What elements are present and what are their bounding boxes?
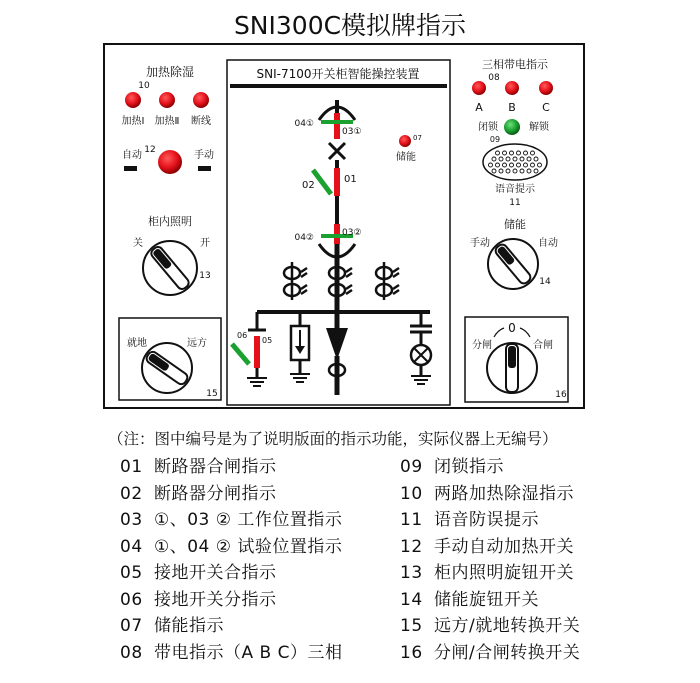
legend-item: [120, 558, 277, 583]
legend-item: [120, 505, 342, 530]
legend-text: ①、03 ② 工作位置指示: [154, 510, 343, 530]
open-label: 分闸: [472, 340, 492, 351]
device-title: SNI-7100开关柜智能操控装置: [256, 67, 420, 81]
legend-num: 02: [120, 483, 143, 504]
close-label: 合闸: [533, 340, 553, 351]
legend-num: 12: [400, 536, 423, 557]
legend-num: 10: [400, 483, 423, 504]
page-title: SNI300C模拟牌指示: [233, 11, 467, 40]
legend-item: [400, 558, 574, 583]
label-04-1: 04①: [294, 119, 314, 129]
zero-label: 0: [508, 321, 516, 335]
legend-num: 05: [120, 563, 143, 583]
legend-num: 08: [120, 642, 143, 663]
legend-num: 04: [120, 536, 143, 557]
legend-item: [400, 611, 580, 636]
legend-num: 01: [120, 457, 143, 477]
legend-text: 两路加热除湿指示: [434, 483, 574, 504]
voice-label: 语音提示: [495, 184, 535, 195]
local-num: 15: [206, 389, 218, 399]
storage-label: 储能: [396, 152, 416, 163]
footnote: （注：图中编号是为了说明版面的指示功能，实际仪器上无编号）: [108, 430, 558, 448]
legend-num: 16: [400, 642, 423, 663]
phase-c-label: C: [542, 101, 550, 114]
legend-item: [120, 479, 277, 504]
open-close-num: 16: [555, 390, 567, 400]
legend-text: 接地开关分指示: [154, 589, 277, 610]
legend-text: ①、04 ② 试验位置指示: [154, 536, 343, 557]
voice-num: 11: [509, 198, 521, 208]
phase-title: 三相带电指示: [482, 58, 548, 71]
legend-item: [120, 585, 277, 610]
light-num: 13: [199, 271, 211, 281]
legend-num: 11: [400, 510, 423, 530]
legend-item: [120, 611, 224, 636]
lock-num: 09: [489, 135, 501, 144]
legend-item: [400, 585, 539, 610]
legend-num: 06: [120, 589, 143, 610]
auto-num: 12: [144, 145, 156, 155]
label-04-2: 04②: [294, 233, 314, 243]
phase-num: 08: [488, 73, 500, 83]
legend-text: 储能指示: [154, 616, 224, 636]
legend-text: 语音防误提示: [434, 510, 539, 530]
heater2-label: 加热Ⅱ: [154, 116, 180, 127]
legend-item: [400, 452, 504, 477]
legend-text: 断路器合闸指示: [154, 457, 277, 477]
legend-item: [120, 452, 277, 477]
legend-text: 断路器分闸指示: [154, 483, 277, 504]
legend-text: 带电指示（A B C）三相: [154, 642, 343, 663]
local-label: 就地: [127, 338, 147, 349]
legend-text: 闭锁指示: [434, 457, 504, 477]
legend-text: 远方/就地转换开关: [434, 616, 581, 636]
legend-text: 分闸/合闸转换开关: [434, 642, 581, 663]
light-title: 柜内照明: [148, 215, 192, 228]
phase-b-label: B: [508, 101, 516, 114]
legend-num: 03: [120, 510, 143, 530]
legend-text: 储能旋钮开关: [434, 589, 539, 610]
light-off-label: 关: [133, 238, 143, 249]
legend-item: [400, 505, 539, 530]
label-02: 02: [302, 180, 315, 191]
label-03-2: 03②: [342, 228, 362, 238]
label-05: 05: [262, 336, 273, 345]
heater-title: 加热除湿: [145, 65, 195, 79]
legend-num: 09: [400, 457, 423, 477]
legend-num: 15: [400, 616, 423, 636]
unlock-label: 解锁: [529, 122, 549, 133]
storage-knob-title: 储能: [504, 218, 526, 231]
legend-item: [400, 638, 580, 663]
label-06: 06: [237, 331, 248, 340]
lock-label: 闭锁: [478, 122, 498, 133]
legend-item: [120, 638, 342, 663]
label-03-1: 03①: [342, 127, 362, 137]
auto-label: 自动: [122, 150, 142, 161]
legend-num: 07: [120, 616, 143, 636]
legend-text: 手动自动加热开关: [434, 536, 574, 557]
storage-num: 14: [539, 277, 551, 287]
legend-item: [400, 479, 574, 504]
label-07: 07: [413, 134, 422, 142]
legend-num: 14: [400, 589, 423, 610]
heater-num: 10: [138, 81, 150, 91]
legend-item: [400, 532, 574, 557]
label-01: 01: [344, 174, 357, 185]
remote-label: 远方: [187, 338, 207, 349]
legend-item: [120, 532, 342, 557]
storage-auto-label: 自动: [538, 238, 558, 249]
broken-wire-label: 断线: [191, 116, 211, 127]
legend-text: 柜内照明旋钮开关: [434, 563, 574, 583]
phase-a-label: A: [475, 101, 483, 114]
manual-label: 手动: [194, 150, 214, 161]
light-on-label: 开: [200, 238, 210, 249]
legend-num: 13: [400, 563, 423, 583]
heater1-label: 加热Ⅰ: [121, 116, 145, 127]
legend-text: 接地开关合指示: [154, 563, 277, 583]
storage-manual-label: 手动: [470, 238, 490, 249]
